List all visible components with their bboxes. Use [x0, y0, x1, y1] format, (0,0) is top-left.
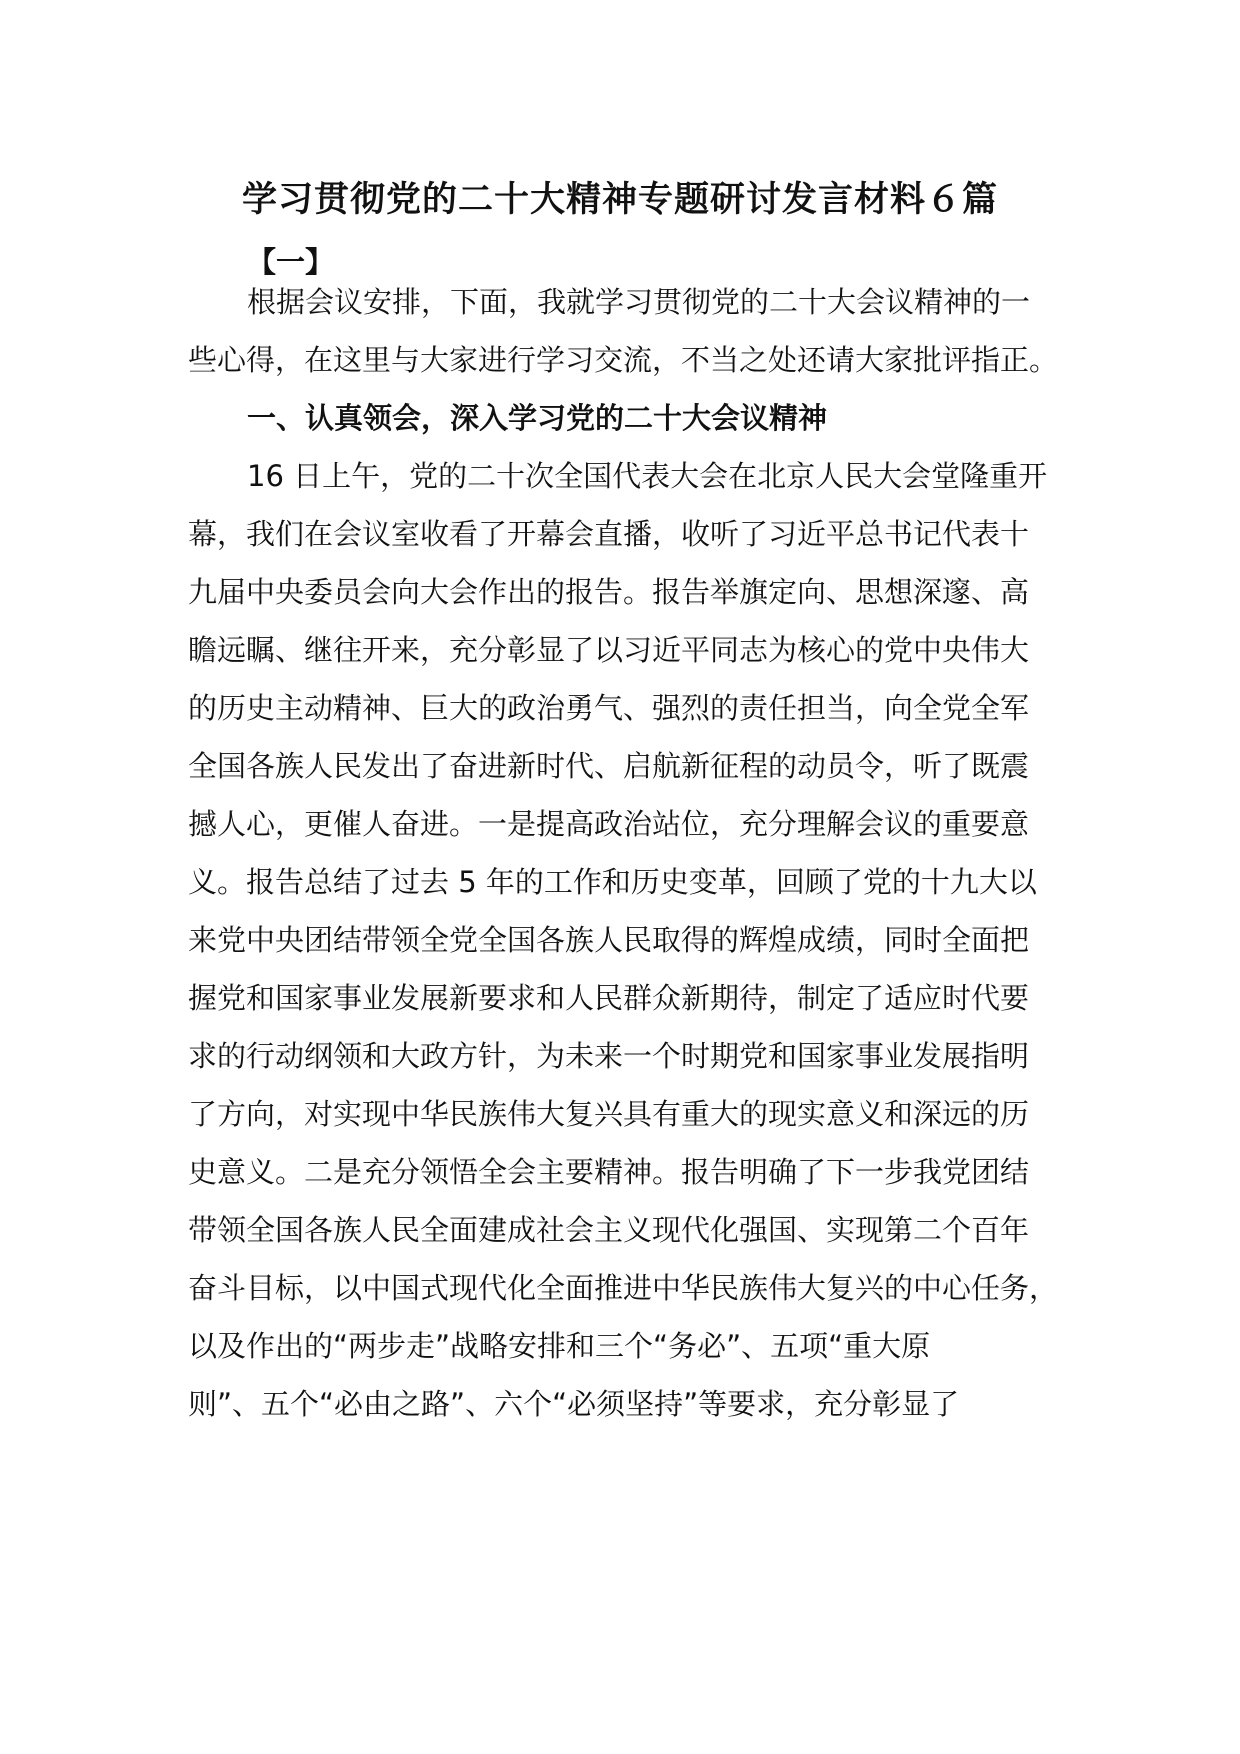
paragraph-line: 以及作出的“两步走”战略安排和三个“务必”、五项“重大原	[188, 1329, 931, 1363]
paragraph-line: 16 日上午，党的二十次全国代表大会在北京人民大会堂隆重开	[247, 459, 1048, 493]
paragraph-line: 义。报告总结了过去 5 年的工作和历史变革，回顾了党的十九大以	[188, 865, 1037, 899]
paragraph-line: 全国各族人民发出了奋进新时代、启航新征程的动员令，听了既震	[188, 749, 1030, 783]
paragraph-line: 史意义。二是充分领悟全会主要精神。报告明确了下一步我党团结	[188, 1155, 1030, 1189]
paragraph-line: 了方向，对实现中华民族伟大复兴具有重大的现实意义和深远的历	[188, 1097, 1030, 1131]
paragraph-line: 求的行动纲领和大政方针，为未来一个时期党和国家事业发展指明	[188, 1039, 1030, 1073]
paragraph-line: 握党和国家事业发展新要求和人民群众新期待，制定了适应时代要	[188, 981, 1030, 1015]
paragraph-line: 瞻远瞩、继往开来，充分彰显了以习近平同志为核心的党中央伟大	[188, 633, 1030, 667]
paragraph-line: 来党中央团结带领全党全国各族人民取得的辉煌成绩，同时全面把	[188, 923, 1030, 957]
paragraph-line: 撼人心，更催人奋进。一是提高政治站位，充分理解会议的重要意	[188, 807, 1030, 841]
document-title: 学习贯彻党的二十大精神专题研讨发言材料６篇	[241, 180, 998, 220]
paragraph-line: 的历史主动精神、巨大的政治勇气、强烈的责任担当，向全党全军	[188, 691, 1030, 725]
paragraph-line: 带领全国各族人民全面建成社会主义现代化强国、实现第二个百年	[188, 1213, 1030, 1247]
paragraph-line: 则”、五个“必由之路”、六个“必须坚持”等要求，充分彰显了	[188, 1387, 960, 1421]
section-heading: 一、认真领会，深入学习党的二十大会议精神	[247, 401, 828, 435]
section-marker: 【一】	[247, 245, 335, 279]
paragraph-line: 些心得，在这里与大家进行学习交流，不当之处还请大家批评指正。	[188, 343, 1059, 377]
paragraph-line: 幕，我们在会议室收看了开幕会直播，收听了习近平总书记代表十	[188, 517, 1030, 551]
paragraph-line: 九届中央委员会向大会作出的报告。报告举旗定向、思想深邃、高	[188, 575, 1030, 609]
paragraph-line: 根据会议安排，下面，我就学习贯彻党的二十大会议精神的一	[247, 285, 1031, 319]
paragraph-line: 奋斗目标，以中国式现代化全面推进中华民族伟大复兴的中心任务，	[188, 1271, 1059, 1305]
